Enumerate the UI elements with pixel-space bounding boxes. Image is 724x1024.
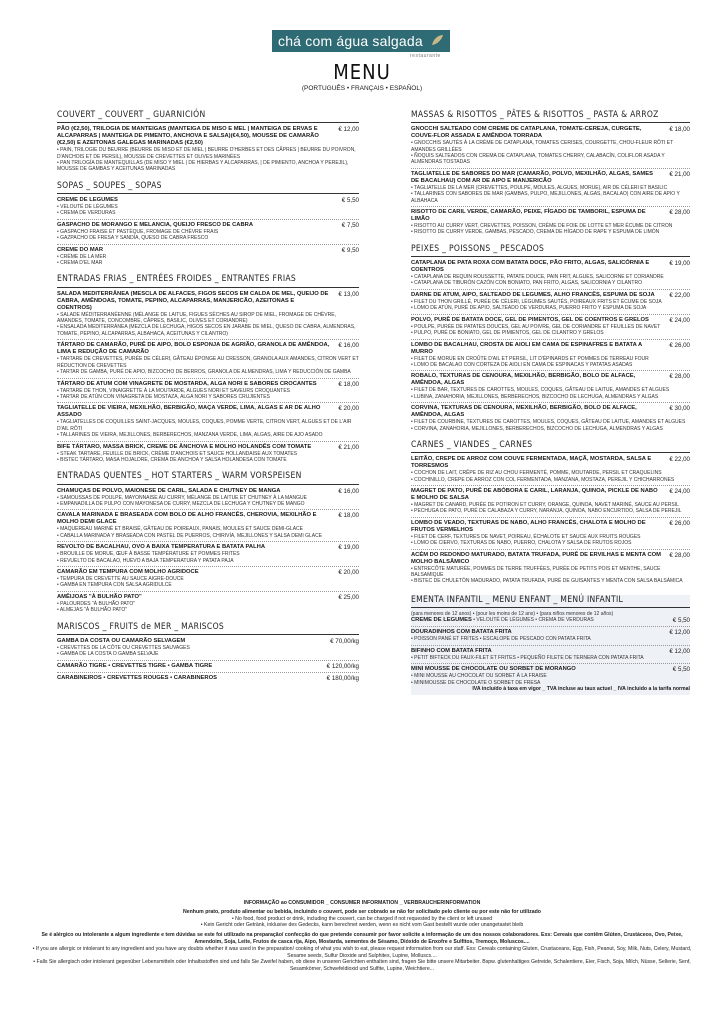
menu-item-price: € 13,00 [338,290,359,298]
menu-item-description: • EMPANADILLA DE PULPO CON MAYONESA DE CURRY, MEZCLA DE LECHUGA Y CHUTNEY DE MANGO [57,500,305,507]
item-divider [57,660,359,661]
menu-item-name: BIFINHO COM BATATA FRITA [411,647,492,654]
menu-item-description: • MINIMOUSSE DE CHOCOLATE O SORBET DE FRESA [411,679,541,686]
menu-item-name: CREME DO MAR [57,246,104,253]
menu-item-name: CAMARÃO TIGRE • CREVETTES TIGRE • GAMBA TIGRE [57,662,213,669]
item-divider [57,219,359,220]
menu-item-name: LOMBO DE VEADO, TEXTURAS DE NABO, ALHO FRANCÊS, CHALOTA E MOLHO DE FRUTOS VERMELHOS [411,519,646,533]
item-divider [57,378,359,379]
consumer-info-line: • Kein Gericht oder Getränk, inklusive des Gedecks, kann berechnet werden, wenn es nicht vom Gast bestellt wurde oder unangetastet bleib [200,922,524,929]
menu-item-description: • ENSALADA MEDITERRÁNEA (MEZCLA DE LECHUGA, HIGOS SECOS EN JARABE DE MIEL, QUESO DE CABRA, ALMENDRAS, TOMATE, PEPINO, ALCAPARRAS, ALBAHACA, ACEITUNAS Y CILANTRO) [57,324,356,337]
section-divider [57,193,359,194]
menu-item-price: € 21,00 [669,170,690,178]
menu-item-name: ACÉM DO REDONDO MATURADO, BATATA TRUFADA, PURÊ DE ERVILHAS E MENTA COM MOLHO BALSÂMICO [411,551,662,565]
menu-item [411,456,690,470]
item-divider [411,626,690,627]
item-divider [57,441,359,442]
menu-item-name: TÁRTARO DE ATUM COM VINAGRETE DE MOSTARDA, ALGA NORI E SABORES CROCANTES [57,380,317,387]
menu-item [411,405,690,419]
section-heading: EMENTA INFANTIL _ MENU ENFANT _ MENÚ INFANTIL [411,594,624,605]
menu-section [57,112,359,173]
menu-item-name: GASPACHO DE MORANGO E MELANCIA, QUEIJO FRESCO DE CABRA [57,221,254,228]
menu-item [57,342,359,356]
menu-item-price: € 20,00 [338,569,359,576]
menu-item-description: • COCHINILLO, CREPE DE ARROZ CON COL FERMENTADA, MANZANA, MOSTAZA, PEREJIL Y CHICHARRONES [411,476,675,483]
menu-item-description: • COCHON DE LAIT, CRÊPE DE RIZ AU CHOU FERMENTÉ, POMME, MOUTARDE, PERSIL ET CRAQUELINS [411,470,662,477]
menu-item-description: • BROUILLE DE MORUE, ŒUF À BASSE TEMPÉRATURE ET POMMES FRITES [57,551,240,558]
menu-item-price: € 12,00 [669,647,690,655]
menu-item-price: € 16,00 [338,487,359,495]
menu-item [411,617,690,624]
menu-item-description: • POISSON PANÉ ET FRITES • ESCALOPE DE PESCADO CON PATATA FRITA [411,636,591,643]
menu-item-inline-desc: • VELOUTÉ DE LÉGUMES • CREMA DE VERDURAS [471,617,594,624]
menu-item-name: AMÊIJOAS "À BULHÃO PATO" [57,593,142,600]
menu-item-description: • FILET DE MORUE EN CROÛTE D'AIL ET PERSIL, LIT D'ÉPINARDS ET POMMES DE TERREAU FOUR [411,355,649,362]
logo [272,30,450,52]
item-divider [411,206,690,207]
menu-item-price: € 25,00 [338,593,359,601]
section-heading: ENTRADAS QUENTES _ HOT STARTERS _ WARM VORSPEISEN [57,471,302,482]
menu-item-name: MINI MOUSSE DE CHOCOLATE OU SORBET DE MORANGO [411,666,576,673]
consumer-info-line: • No food, food product or drink, including the couvert, can be charged if not requested by the client or left unused [231,915,493,922]
menu-item-description: • ALMEJAS "À BULHÃO PATO" [57,607,128,614]
section-heading: MASSAS & RISOTTOS _ PÂTES & RISOTTOS _ PASTA & ARROZ [411,110,659,120]
menu-item [411,373,690,387]
menu-item-description: • LOMO DE ATÚN, PURÉ DE APIO, SALTEADO DE VERDURAS, PUERRO FRITO Y ESPUMA DE SOJA [411,305,647,312]
brand-subtitle: restaurante [410,53,441,59]
item-divider [411,370,690,371]
menu-item [57,197,359,204]
menu-item-description: • PULPO, PURÉ DE BONIATO, GEL DE PIMIENTOS, GEL DE CILANTRO Y GRELOS [411,330,604,337]
menu-item-description: • BISTEC DE CHULETÓN MADURADO, PATATA TRUFADA, PURÉ DE GUISANTES Y MENTA CON SALSA BALSÁMICA [411,578,683,585]
menu-item-price: € 22,00 [669,456,690,464]
item-divider [57,244,359,245]
menu-item-description: • TARTARE DE CREVETTES, PURÉE DE CÉLERI, GÂTEAU ÉPONGE AU CRESSON, GRANOLA AUX AMANDES, CITRON VERT ET RÉDUCTION DE CREVETTES [57,356,359,369]
menu-item-price: € 21,00 [338,443,359,451]
menu-item-name: REVOLTO DE BACALHAU, OVO A BAIXA TEMPERATURA E BATATA PALHA [57,544,266,551]
section-divider [57,634,359,635]
menu-item [57,663,359,670]
consumer-information [30,900,694,973]
menu-item-price: € 7,50 [341,221,359,229]
menu-item-name: CARABINEIROS • CREVETTES ROUGES • CARABINEROS [57,674,217,681]
menu-item-description: • CATAPLANA DE REQUIN ROUSSETTE, PATATE DOUCE, PAIN FRIT, ALGUES, SALICORNE ET CORIANDRE [411,274,664,281]
menu-item-description: • TAGLIATELLE DE LA MER (CREVETTES, POULPE, MOULES, ALGUES, MORUE), AIR DE CÉLERI ET BASILIC [411,184,668,191]
section-divider [411,607,690,608]
menu-section [57,276,359,463]
item-divider [411,549,690,550]
menu-item-description: • PAN TRILOGÍA DE MANTEQUILLAS (DE MISO Y MIEL | DE HIERBAS Y ALCAPARRAS, | DE PIMIENTO, ANCHOA Y PEREJIL), MOUSSE DE GAMBAS Y ACEITUNAS MARINADAS [57,160,349,173]
menu-item [411,260,690,274]
item-divider [57,402,359,403]
menu-item-description: • FILET DE COURBINE, TEXTURES DE CAROTTES, MOULES, COQUES, GÂTEAU DE LAITUE, AMANDES ET ALGUES [411,419,686,426]
menu-item-price: € 5,50 [672,666,690,674]
menu-item-price: € 30,00 [669,405,690,413]
item-divider [411,663,690,664]
menu-item-price: € 24,00 [669,316,690,324]
menu-item-name: CAMARÃO EM TEMPURA COM MOLHO AGRIDOCE [57,569,199,575]
menu-item-name: ROBALO, TEXTURAS DE CENOURA, MEXILHÃO, BERBIGÃO, BOLO DE ALFACE, AMÊNDOA, ALGAS [411,373,636,387]
menu-item [411,292,690,299]
menu-item-description: • CREVETTES DE LA CÔTE OU CREVETTES SAUVAGES [57,644,190,651]
menu-item-name: LOMBO DE BACALHAU, CROSTA DE AIOLI EM CAMA DE ESPINAFRES E BATATA A MURRO [411,341,643,355]
section-divider [57,287,359,288]
menu-item-description: • CREMA D'EL MAR [57,260,103,267]
menu-item-price: € 26,00 [669,341,690,349]
menu-item-name: POLVO, PURÊ DE BATATA DOCE, GEL DE PIMENTOS, GEL DE COENTROS E GRELOS [411,316,649,323]
menu-item-name: BIFE TÁRTARO, MASSA BRICK, CREME DE ÂNCHOVA E MOLHO HOLANDÊS COM TOMATE [57,443,312,450]
item-divider [57,509,359,510]
item-divider [411,168,690,169]
menu-item-description: • FILET DE CERF, TEXTURES DE NAVET, POIREAU, ÉCHALOTE ET SAUCE AUX FRUITS ROUGES [411,533,641,540]
menu-item-description: • ÑOQUIS SALTEADOS CON CREMA DE CATAPLANA, TOMATES CHERRY, CALABACÍN, COLIFLOR ASADA Y ALMENDRAS TOSTADAS [411,153,665,166]
menu-item-name: DOURADINHOS COM BATATA FRITA [411,629,512,636]
menu-item-price: € 28,00 [669,551,690,559]
menu-item-price: € 26,00 [669,519,690,527]
menu-item [57,444,359,451]
item-divider [57,339,359,340]
menu-item [411,209,690,223]
consumer-info-heading: INFORMAÇÃO ao CONSUMIDOR _ CONSUMER INFORMATION _ VERBRAUCHERINFORMATION [243,900,481,906]
section-divider [57,122,359,123]
menu-item-description: • PECHUGA DE PATO, PURÉ DE CALABAZA Y CURRY, NARANJA, QUINOA, NABO ENCURTIDO, SALSA DE PEREJIL [411,508,682,515]
menu-item-description: • RISOTTO AU CURRY VERT, CREVETTES, POISSON, CRÈME DE FOIE DE LOTTE ET MER ÉCUME DE CITRON [411,223,673,230]
menu-item-price: € 5,50 [341,197,359,205]
consumer-info-line: • If you are allergic or intolerant to any ingredient and you have any doubts whether it was used in the preparation/ cooking of what you wish to eat, please request information from our staff. Exs: Cereals containing Gluten, Crustaceans, Egg, Fish, Peanut, Soy, Milk, Nuts, Celery, Mustard, Sesame seeds, Sulfur Dioxide and Sulphites, Lupine, Molluscs.... [32,945,692,959]
menu-item [57,291,359,312]
item-divider [57,541,359,542]
menu-item-description: • TAGLIATELLES DE COQUILLES SAINT-JACQUES, MOULES, COQUES, POMME VERTE, CITRON VERT, ALGUES ET DE L'AIR D'AIL RÔTI [57,419,352,432]
menu-item [57,405,359,419]
section-divider [411,122,690,123]
menu-item-name: RISOTTO DE CARIL VERDE, CAMARÃO, PEIXE, FÍGADO DE TAMBORIL, ESPUMA DE LIMÃO [411,209,646,223]
menu-item-description: • TARTAR DE ATÚN CON VINAGRETA DE MOSTAZA, ALGA NORI Y SABORES CRUJIENTES [57,393,270,400]
item-divider [411,645,690,646]
menu-item-description: • GAMBA DE LA COSTA O GAMBA SELVAJE [57,651,159,658]
item-divider [411,485,690,486]
menu-item-description: • LUBINA, ZANAHORIA, MEJILLONES, BERBERECHOS, BIZCOCHO DE LECHUGA, ALMENDRAS Y ALGAS [411,393,659,400]
leaf-icon [430,33,444,47]
menu-item-price: € 70,00/kg [330,637,359,645]
menu-item-name: CREME DE LEGUMES [57,197,118,204]
menu-section [411,595,690,695]
menu-item-description: • MINI MOUSSE AU CHOCOLAT OU SORBET À LA FRAISE [411,673,547,680]
menu-item [57,381,359,388]
section-divider [57,484,359,485]
item-divider [411,289,690,290]
menu-item-description: • LOMO DE BACALAO CON CORTEZA DE AIOLI EN CAMA DE ESPINACAS Y PATATAS ASADAS [411,361,633,368]
menu-item [411,342,690,356]
menu-item [57,488,359,495]
menu-item-description: • PETIT BIFTECK DU FAUX-FILET ET FRITES • PEQUEÑO FILETE DE TERNERA CON PATATA FRITA [411,654,644,661]
menu-item [57,569,359,576]
menu-item [411,171,690,185]
brand-name: chá com água salgada [278,33,423,49]
menu-section [411,243,690,432]
right-column [411,112,690,705]
menu-item-description: • CREMA DE VERDURAS [57,210,116,217]
page-title: MENU [333,60,391,84]
section-heading: ENTRADAS FRIAS _ ENTRÉES FROIDES _ ENTRANTES FRIAS [57,274,297,285]
menu-item-description: • STEAK TARTARE, FEUILLE DE BRICK, CRÈME D'ANCHOIS ET SAUCE HOLLANDAISE AUX TOMATES [57,450,298,457]
item-divider [411,517,690,518]
menu-item-description: • TARTAR DE GAMBA, PURÉ DE APIO, BIZCOCHO DE BERROS, GRANOLA DE ALMENDRAS, LIMA Y REDUCCIÓN DE GAMBA [57,369,351,376]
menu-item [411,317,690,324]
menu-item-description: • TALLARINES CON SABORES DE MAR (GAMBAS, PULPO, MEJILLONES, ALGAS, BACALAO) CON AIRE DE APIO Y ALBAHACA [411,191,680,204]
menu-item-name: CATAPLANA DE PATA ROXA COM BATATA DOCE, PÃO FRITO, ALGAS, SALICÓRNIA E COENTROS [411,260,650,274]
menu-item-name: SALADA MEDITERRÂNEA (MESCLA DE ALFACES, FIGOS SECOS EM CALDA DE MEL, QUEIJO DE CABRA, AMÊNDOAS, TOMATE, PEPINO, ALCAPARRAS, MANJERICÃO, AZEITONAS E COENTROS) [57,290,329,311]
menu-item-price: € 12,00 [338,126,359,134]
menu-item-description: • CATAPLANA DE TIBURÓN CAZÓN CON BONIATO, PAN FRITO, ALGAS, SALICORNIA Y CILANTRO [411,280,642,287]
section-subheading: (para menores de 12 anos) • (pour les moins de 12 ans) • (para niños menores de 12 años) [411,611,614,617]
item-divider [57,591,359,592]
consumer-info-line: • Falls Sie allergisch oder intolerant gegenüber Lebensmitteln oder Inhaltsstoffen sind und falls Sie Zweifel haben, ob diese in unseren Gerichten enthalten sind, fragen Sie bitte unsere Mitarbeiter. Bspw. glutenhaltiges Getreide, Schalentiere, Eier, Fisch, Soja, Milch, Nüsse, Sellerie, Senf, Sesamkörner, Schwefeldioxid und Sulfite, Lupine, Weichtiere... [33,959,691,973]
section-heading: COUVERT _ COUVERT _ GUARNICIÓN [57,110,206,120]
menu-item-name: TÁRTARO DE CAMARÃO, PURÊ DE AIPO, BOLO ESPONJA DE AGRIÃO, GRANOLA DE AMÊNDOA, LIMA E REDUÇÃO DE CAMARÃO [57,342,330,356]
menu-item-price: € 19,00 [669,260,690,268]
menu-item-description: • ENTRECÔTE MATURÉE, POMMES DE TERRE TRUFFÉES, PURÉE DE PETITS POIS ET MENTHE, SAUCE BALSAMIQUE [411,565,661,578]
item-divider [411,314,690,315]
menu-section [411,112,690,236]
menu-item [411,648,690,655]
menu-item-price: € 120,00/kg [326,662,359,670]
item-divider [57,672,359,673]
menu-item-description: • CABALLA MARINADA Y BRASEADA CON PASTEL DE PUERROS, CHIRIVÍA, MEJILLONES Y SALSA DEMI GLACE [57,532,323,539]
menu-item-price: € 19,00 [338,544,359,552]
menu-item [57,126,359,147]
menu-item-description: • PALOURDES "À BULHÃO PATO" [57,600,136,607]
section-divider [411,256,690,257]
menu-item-price: € 12,00 [669,629,690,637]
menu-item [411,552,690,566]
menu-item-name: CORVINA, TEXTURAS DE CENOURA, MEXILHÃO, BERBIGÃO, BOLO DE ALFACE, AMÊNDOA, ALGAS [411,405,637,419]
section-heading: CARNES _ VIANDES _ CARNES [411,439,533,450]
menu-item-price: € 9,50 [341,246,359,254]
menu-item-price: € 28,00 [669,209,690,217]
menu-item-description: • MAQUEREAU MARINÉ ET BRAISÉ, GÂTEAU DE POIREAUX, PANAIS, MOULES ET SAUCE DEMI-GLACE [57,526,303,533]
item-divider [411,402,690,403]
section-heading: MARISCOS _ FRUITS de MER _ MARISCOS [57,621,225,632]
menu-item-description: • TARTARE DE THON, VINAIGRETTE À LA MOUTARDE, ALGUES NORI ET SAVEURS CROQUANTES [57,387,290,394]
item-divider [57,566,359,567]
menu-item-price: € 24,00 [669,487,690,495]
menu-section [57,621,359,682]
menu-item-description: • BISTEC TÁRTARO, MASA HOJALDRE, CREMA DE ANCHOA Y SALSA HOLANDESA CON TOMATE [57,456,287,463]
menu-item [411,520,690,534]
menu-item-name: TAGLIATELLE DE VIEIRA, MEXILHÃO, BERBIGÃO, MAÇA VERDE, LIMA, ALGAS E AR DE ALHO ASSADO [57,405,321,419]
menu-item-description: • CRÈME DE LA MER [57,253,107,260]
menu-item-price: € 20,00 [338,405,359,413]
vat-note: IVA incluído à taxa em vigor _ TVA incluse au taux actuel _ IVA incluido a la tarifa normal [472,686,690,693]
menu-item-description: • FILET DE BAR, TEXTURES DE CAROTTES, MOULES, COQUES, GÂTEAU DE LAITUE, AMANDES ET ALGUES [411,387,670,394]
item-divider [411,339,690,340]
menu-item [57,638,359,645]
menu-item-description: • SALADE MÉDITERRANÉENNE (MÉLANGE DE LAITUE, FIGUES SÈCHES AU SIROP DE MIEL, FROMAGE DE CHÈVRE, AMANDES, TOMATE, CONCOMBRE, CÂPRES, BASILIC, OLIVES ET CORIANDRE) [57,311,336,325]
menu-item-description: • GASPACHO FRAISE ET PASTÈQUE, FROMAGE DE CHÈVRE FRAIS [57,228,219,235]
menu-item-description: • GAMBA EN TEMPURA CON SALSA AGRIDULCE [57,582,172,589]
menu-section [57,180,359,267]
menu-item-name: LEITÃO, CREPE DE ARROZ COM COUVE FERMENTADA, MAÇÃ, MOSTARDA, SALSA E TORRESMOS [411,456,652,470]
section-divider [411,452,690,453]
menu-item-price: € 18,00 [338,380,359,388]
menu-item-description: • REVUELTO DE BACALAO, HUEVO A BAJA TEMPERATURA Y PATATA PAJA [57,557,234,564]
menu-item-description: • TEMPURA DE CREVETTE AU SAUCE AIGRE-DOUCE [57,576,184,582]
menu-item-name: GAMBA DA COSTA OU CAMARÃO SELVAGEM [57,637,186,644]
menu-item-description: • TALLARINES DE VIEIRA, MEJILLONES, BERBERECHOS, MANZANA VERDE, LIMA, ALGAS, AIRE DE AJO ASADO [57,432,323,439]
menu-item-name: MAGRET DE PATO, PURÊ DE ABÓBORA E CARIL, LARANJA, QUINOA, PICKLE DE NABO E MOLHO DE SALSA [411,487,658,501]
section-heading: PEIXES _ POISSONS _ PESCADOS [411,243,545,254]
menu-item-name: DARNE DE ATUM, AIPO, SALTEADO DE LEGUMES, ALHO FRANCÊS, ESPUMA DE SOJA [411,291,655,298]
menu-item-description: • FILET DU THON GRILLÉ, PURÉE DE CÉLERI, LÉGUMES SAUTÉS, POIREAUX FRITS ET ÉCUME DE SOJA [411,298,662,305]
menu-item [411,126,690,140]
menu-item-name: PÃO (€2,50), TRILOGIA DE MANTEIGAS (MANTEIGA DE MISO E MEL | MANTEIGA DE ERVAS E ALCAPARRAS | MANTEIGA DE PIMENTO, ANCHOVA E SALSA)(€4,50), MOUSSE DE CAMARÃO (€2,50) E AZEITONAS GALEGAS MARINADAS (€2,50) [57,126,319,147]
consumer-info-line: Se é alérgico ou intolerante a algum ingrediente e tem dúvidas se este foi utilizado na preparação/ confecção do que pretende consumir por favor solicite a informação de um dos nossos colaboradores. Exs: Cereais que contêm Glúten, Crustáceos, Ovo, Peixe, Amendoim, Soja, Leite, Frutos de casca rija, Aipo, Mostarda, sementes de Sésamo, Dióxido de Enxofre e Sulfitos, Tremoço, Moluscos.... [41,932,683,945]
languages-subtitle: (PORTUGUÊS • FRANÇAIS • ESPAÑOL) [301,85,423,92]
menu-item-description: • GAZPACHO DE FRESA Y SANDÍA, QUESO DE CABRA FRESCO [57,235,209,242]
menu-item-price: € 22,00 [669,291,690,299]
menu-item [411,488,690,502]
menu-item-description: • LOMO DE CIERVO, TEXTURAS DE NABO, PUERRO, CHALOTA Y SALSA DE FRUTOS ROJOS [411,540,632,547]
menu-item-description: • CORVINA, ZANAHORIA, MEJILLONES, BERBERECHOS, BIZCOCHO DE LECHUGA, ALMENDRAS Y ALGAS [411,425,663,432]
menu-item-name: GNOCCHI SALTEADO COM CREME DE CATAPLANA, TOMATE-CEREJA, CURGETE, COUVE-FLOR ASSADA E AMÊNDOA TORRADA [411,126,642,140]
menu-item-name: TAGLIATELLE DE SABORES DO MAR (CAMARÃO, POLVO, MEXILHÃO, ALGAS, SAMES DE BACALHAU) COM AR DE AIPO E MANJERICÃO [411,170,653,184]
menu-item-description: • VELOUTÉ DE LÉGUMES [57,204,118,211]
menu-item [57,594,359,601]
menu-item-description: • POULPE, PURÉE DE PATATES DOUCES, GEL AU POIVRE, GEL DE CORIANDRE ET FEUILLES DE NAVET [411,323,661,330]
menu-section [57,473,359,613]
menu-item-description: • GNOCCHIS SAUTÉS À LA CRÈME DE CATAPLANA, TOMATES CERISES, COURGETTE, CHOU-FLEUR RÔTI ET AMANDES GRILLÉES [411,140,674,153]
menu-item-name: CHAMUÇAS DE POLVO, MAIONESE DE CARIL, SALADA E CHUTNEY DE MANGA [57,487,281,494]
menu-item [57,675,359,682]
menu-item-price: € 180,00/kg [326,674,359,682]
menu-item-name: CREME DE LEGUMES • VELOUTÉ DE LÉGUMES • CREMA DE VERDURAS [411,617,594,624]
section-heading: SOPAS _ SOUPES _ SOPAS [57,180,162,191]
menu-item-price: € 18,00 [338,512,359,520]
menu-item-description: • SAMOUSSAS DE POULPE, MAYONNAISE AU CURRY, MÉLANGE DE LAITUE ET CHUTNEY À LA MANGUE [57,494,307,501]
menu-section [411,439,690,585]
menu-item-name: CAVALA MARINADA E BRASEADA COM BOLO DE ALHO FRANCÊS, CHEROVIA, MEXILHÃO E MOLHO DEMI GLACE [57,512,317,526]
menu-item-description: • PAIN, TRILOGIE DU BEURRE (BEURRE DE MISO ET DE MIEL | BEURRE D'HERBES ET DES CÂPRES | BEURRE DU POIVRON, D'ANCHOIS ET DE PERSIL), MOUSSE DE CREVETTES ET OLIVES MARINÉES [57,147,356,160]
left-column [57,112,359,692]
menu-item [57,222,359,229]
menu-item-description: • RISOTTO DE CURRY VERDE, GAMBAS, PESCADO, CREMA DE HÍGADO DE RAPE Y ESPUMA DE LIMÓN [411,229,660,236]
consumer-info-line: Nenhum prato, produto alimentar ou bebida, incluindo o couvert, pode ser cobrado se não for solicitado pelo cliente ou por este não for utilizado [183,908,541,915]
menu-item-price: € 5,50 [672,617,690,625]
menu-item-price: € 18,00 [669,126,690,134]
menu-item-price: € 28,00 [669,373,690,381]
menu-item [57,512,359,526]
menu-item [57,247,359,254]
menu-item-price: € 16,00 [338,342,359,350]
menu-item-description: • MAGRET DE CANARD, PURÉE DE POTIRON ET CURRY, ORANGE, QUINOA, NAVET MARINÉ, SAUCE AU PERSIL [411,501,679,508]
